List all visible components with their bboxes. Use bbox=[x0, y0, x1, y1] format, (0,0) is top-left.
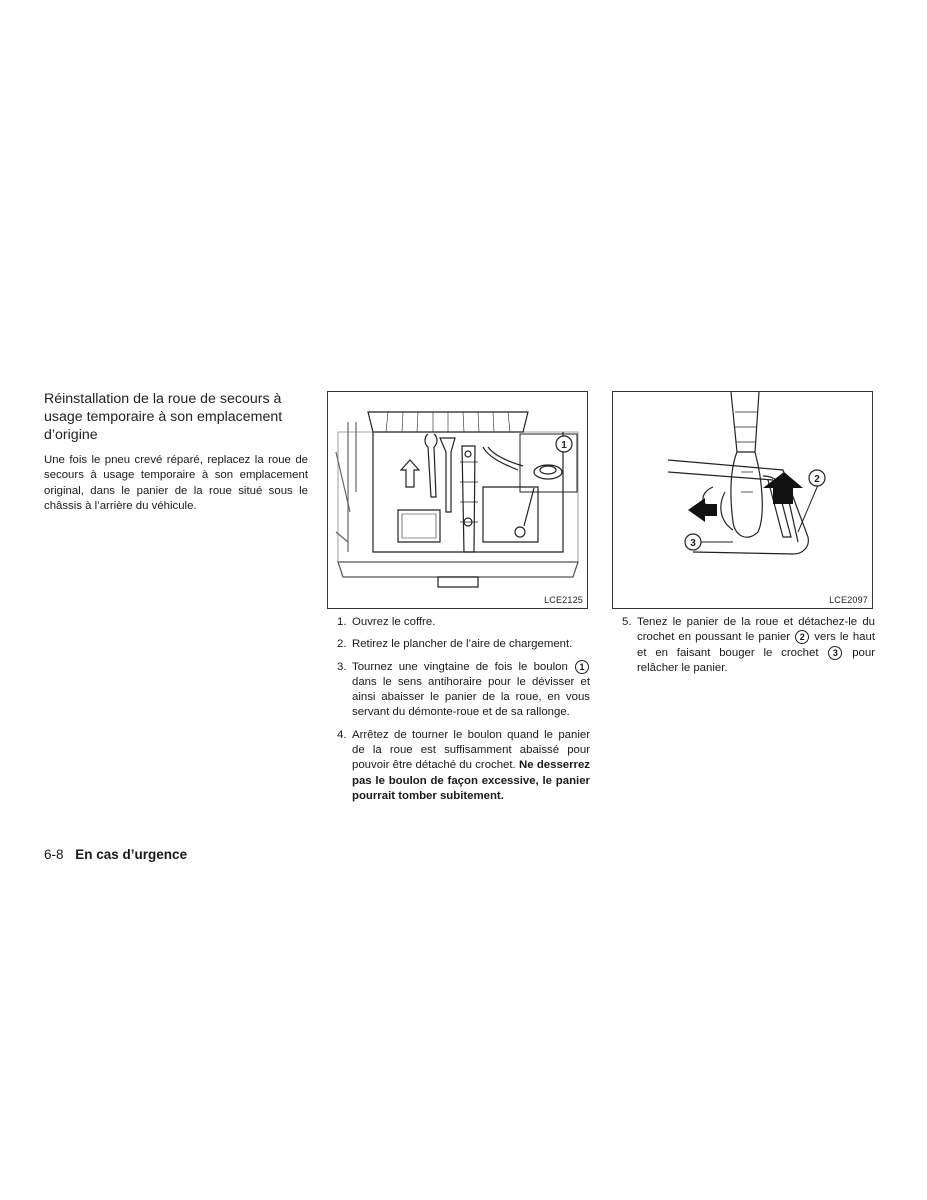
step-text: dans le sens antihoraire pour le dévisser et ainsi abaisser le panier de la roue, en vous servant du démonte-roue et de sa rallonge. bbox=[352, 675, 590, 719]
trunk-illustration bbox=[328, 392, 589, 610]
middle-column bbox=[327, 391, 590, 811]
callout-3: 3 bbox=[690, 538, 696, 549]
step-number: 1. bbox=[337, 616, 347, 628]
step-text: Tenez le panier de la roue et détachez-le du crochet en poussant le panier bbox=[637, 616, 875, 644]
figure-trunk-illustration bbox=[327, 391, 588, 609]
step-5 bbox=[612, 615, 875, 676]
step-text: Retirez le plancher de l’aire de chargement. bbox=[352, 638, 573, 651]
step-warning: Ne desserrez pas le boulon de façon excessive, le panier pourrait tomber subitement. bbox=[352, 759, 591, 802]
callout-1: 1 bbox=[561, 440, 567, 451]
step-text: pour relâcher le panier. bbox=[637, 646, 875, 674]
step-3 bbox=[327, 660, 590, 721]
hook-illustration bbox=[613, 392, 874, 610]
steps-list bbox=[327, 615, 590, 804]
step-1 bbox=[327, 615, 590, 630]
steps-list-continued bbox=[612, 615, 875, 676]
callout-2: 2 bbox=[814, 474, 820, 485]
reference-circle-3: 3 bbox=[828, 646, 842, 660]
step-number: 2. bbox=[337, 638, 347, 651]
step-4 bbox=[327, 728, 590, 804]
page-footer bbox=[44, 847, 187, 862]
step-number: 4. bbox=[337, 728, 347, 741]
figure-code: LCE2125 bbox=[544, 595, 583, 605]
left-column bbox=[44, 390, 308, 514]
figure-code: LCE2097 bbox=[829, 595, 868, 605]
figure-hook-illustration bbox=[612, 391, 873, 609]
chapter-title: En cas d’urgence bbox=[75, 847, 188, 862]
step-number: 3. bbox=[337, 660, 347, 673]
page-number: 6-8 bbox=[44, 847, 64, 862]
section-title: Réinstallation de la roue de secours à usage temporaire à son emplacement d’origine bbox=[44, 391, 283, 443]
step-number: 5. bbox=[622, 616, 632, 628]
step-text: Arrêtez de tourner le boulon quand le panier de la roue est suffisamment abaissé pour pouvoir être détaché du crochet. bbox=[352, 728, 590, 772]
step-text: Tournez une vingtaine de fois le boulon bbox=[352, 660, 568, 673]
reference-circle-1: 1 bbox=[575, 660, 589, 674]
reference-circle-2: 2 bbox=[795, 630, 809, 644]
step-text: vers le haut et en faisant bouger le crochet bbox=[637, 631, 876, 659]
right-column bbox=[612, 391, 875, 683]
intro-paragraph: Une fois le pneu crevé réparé, replacez la roue de secours à usage temporaire à son emplacement original, dans le panier de la roue situé sous le châssis à l’arrière du véhicule. bbox=[44, 454, 308, 512]
step-2 bbox=[327, 637, 590, 652]
step-text: Ouvrez le coffre. bbox=[352, 616, 436, 628]
